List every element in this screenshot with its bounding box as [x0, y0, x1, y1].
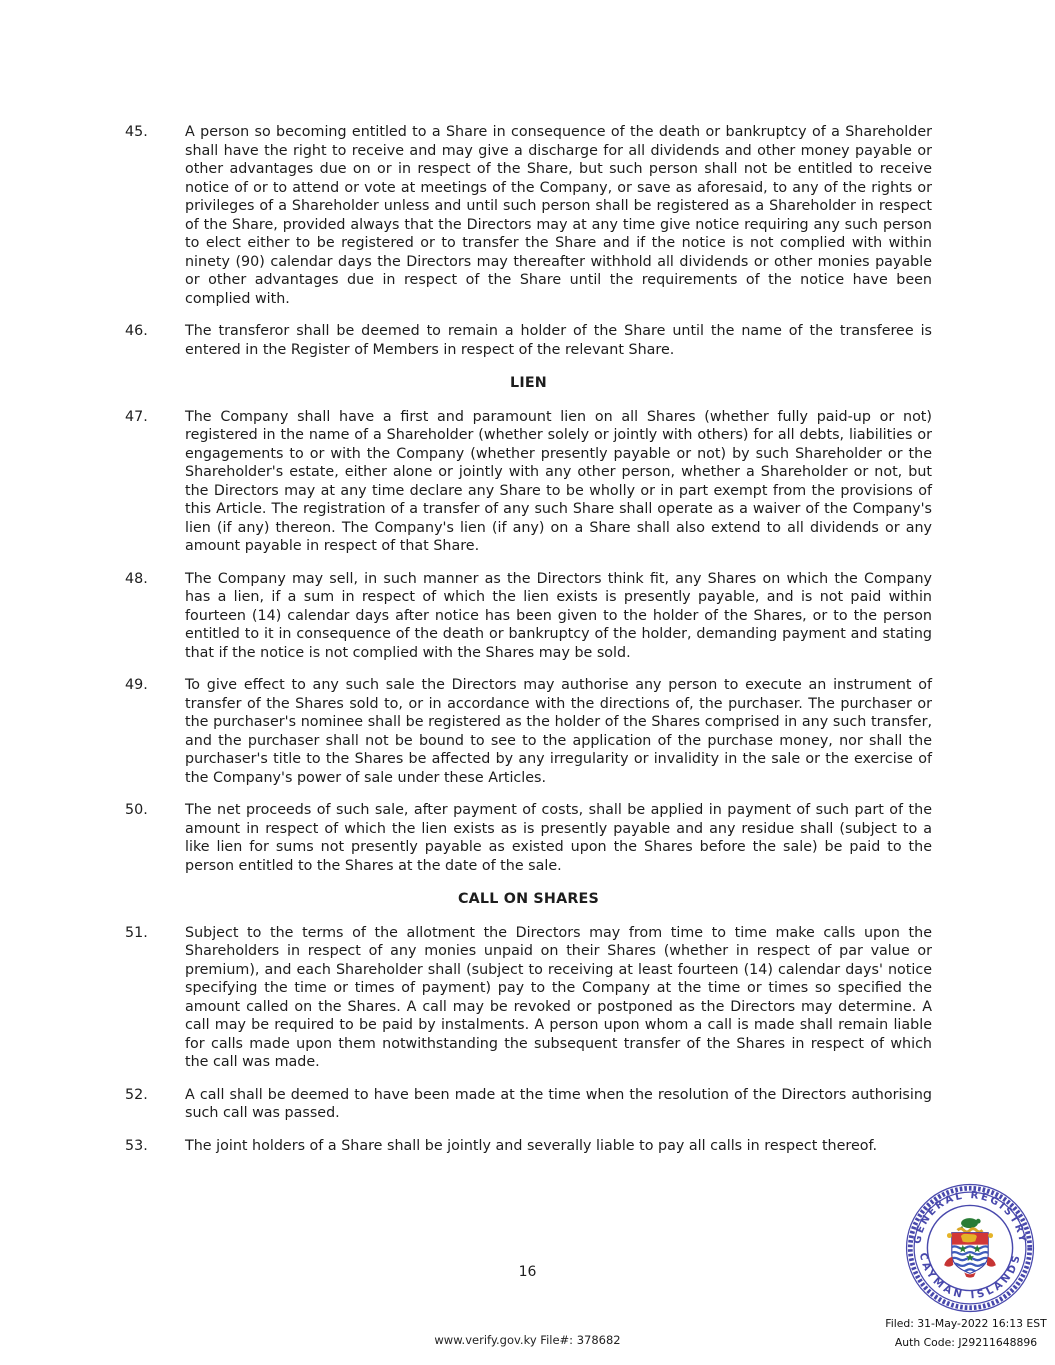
paragraph-49 — [125, 676, 932, 787]
paragraph-51-number: 51. — [125, 924, 148, 941]
paragraph-46 — [125, 322, 932, 359]
paragraph-45 — [125, 123, 932, 308]
paragraph-49-text: To give effect to any such sale the Directors may authorise any person to execute an instrument of transfer of the Shares sold to, or in accordance with the directions of, the purchaser. The purchaser or the purchaser's nominee shall be registered as the holder of the Shares comprised in any such transfer, and the purchaser shall not be bound to see to the application of the purchase money, nor shall the purchaser's title to the Shares be affected by any irregularity or invalidity in the sale or the exercise of the Company's power of sale under these Articles. — [185, 677, 932, 786]
paragraph-47-text: The Company shall have a first and paramount lien on all Shares (whether fully paid-up or not) registered in the name of a Shareholder (whether solely or jointly with others) for all debts, liabilities or engagements to or with the Company (whether presently payable or not) by such Shareholder or the Shareholder's estate, either alone or jointly with any other person, whether a Shareholder or not, but the Directors may at any time declare any Share to be wholly or in part exempt from the provisions of this Article. The registration of a transfer of any such Share shall operate as a waiver of the Company's lien (if any) thereon. The Company's lien (if any) on a Share shall also extend to all dividends or any amount payable in respect of that Share. — [185, 408, 932, 554]
paragraph-50 — [125, 801, 932, 875]
section-heading-lien: LIEN — [510, 375, 547, 391]
filed-timestamp: Filed: 31-May-2022 16:13 EST — [885, 1317, 1047, 1330]
paragraph-52 — [125, 1086, 932, 1123]
paragraph-46-number: 46. — [125, 323, 148, 339]
paragraph-51-text: Subject to the terms of the allotment the Directors may from time to time make calls upon the Shareholders in respect of any monies unpaid on their Shares (whether in respect of par value or premium), and each Shareholder shall (subject to receiving at least fourteen (14) calendar days' notice specifying the time or times of payment) pay to the Company at the time or times so specified the amount called on the Shares. A call may be revoked or postponed as the Directors may determine. A call may be required to be paid by instalments. A person upon whom a call is made shall remain liable for calls made upon them notwithstanding the subsequent transfer of the Shares in respect of which the call was made. — [185, 924, 932, 1070]
general-registry-seal-icon — [903, 1181, 1037, 1315]
page-number: 16 — [518, 1264, 537, 1280]
document-body — [125, 123, 932, 1169]
seal-bottom-text: CAYMAN ISLANDS — [916, 1251, 1024, 1302]
paragraph-45-text: A person so becoming entitled to a Share in consequence of the death or bankruptcy of a Shareholder shall have the right to receive and may give a discharge for all dividends and other money payable or other advantages due on or in respect of the Share, but such person shall not be entitled to receive notice of or to attend or vote at meetings of the Company, or save as aforesaid, to any of the rights or privileges of a Shareholder unless and until such person shall be registered as a Shareholder in respect of the Share, provided always that the Directors may at any time give notice requiring any such person to elect either to be registered or to transfer the Share and if the notice is not complied with within ninety (90) calendar days the Directors may thereafter withhold all dividends or other monies payable or other advantages due in respect of the Share until the requirements of the notice have been complied with. — [185, 124, 932, 307]
paragraph-48-text: The Company may sell, in such manner as the Directors think fit, any Shares on which the Company has a lien, if a sum in respect of which the lien exists is presently payable, and is not paid within fourteen (14) calendar days after notice has been given to the holder of the Shares, or to the person entitled to it in consequence of the death or bankruptcy of the holder, demanding payment and stating that if the notice is not complied with the Shares may be sold. — [185, 570, 932, 661]
auth-code: Auth Code: J29211648896 — [894, 1335, 1038, 1349]
paragraph-47 — [125, 408, 932, 556]
paragraph-47-number: 47. — [125, 408, 148, 425]
paragraph-49-number: 49. — [125, 677, 148, 693]
paragraph-48-number: 48. — [125, 570, 148, 587]
paragraph-50-number: 50. — [125, 802, 148, 818]
verify-footer: www.verify.gov.ky File#: 378682 — [434, 1333, 621, 1347]
cayman-coat-of-arms-icon — [944, 1218, 996, 1277]
paragraph-53-number: 53. — [125, 1137, 148, 1154]
gold-rope-icon — [958, 1229, 983, 1232]
paragraph-50-text: The net proceeds of such sale, after payment of costs, shall be applied in payment of such part of the amount in respect of which the lien exists as is presently payable and any residue shall (subject to a like lien for sums not presently payable as existed upon the Shares before the sale) be paid to the person entitled to the Shares at the date of the sale. — [185, 802, 932, 874]
paragraph-53 — [125, 1137, 932, 1156]
paragraph-46-text: The transferor shall be deemed to remain a holder of the Share until the name of the transferee is entered in the Register of Members in respect of the relevant Share. — [185, 323, 932, 358]
lion-icon — [961, 1234, 977, 1243]
paragraph-53-text: The joint holders of a Share shall be jointly and severally liable to pay all calls in respect thereof. — [185, 1137, 878, 1154]
paragraph-52-number: 52. — [125, 1086, 148, 1103]
seal-top-text: GENERAL REGISTRY — [912, 1190, 1028, 1245]
paragraph-45-number: 45. — [125, 124, 148, 140]
paragraph-48 — [125, 570, 932, 663]
paragraph-51 — [125, 924, 932, 1072]
paragraph-52-text: A call shall be deemed to have been made at the time when the resolution of the Directors authorising such call was passed. — [185, 1086, 932, 1121]
section-heading-call-on-shares: CALL ON SHARES — [457, 891, 600, 907]
